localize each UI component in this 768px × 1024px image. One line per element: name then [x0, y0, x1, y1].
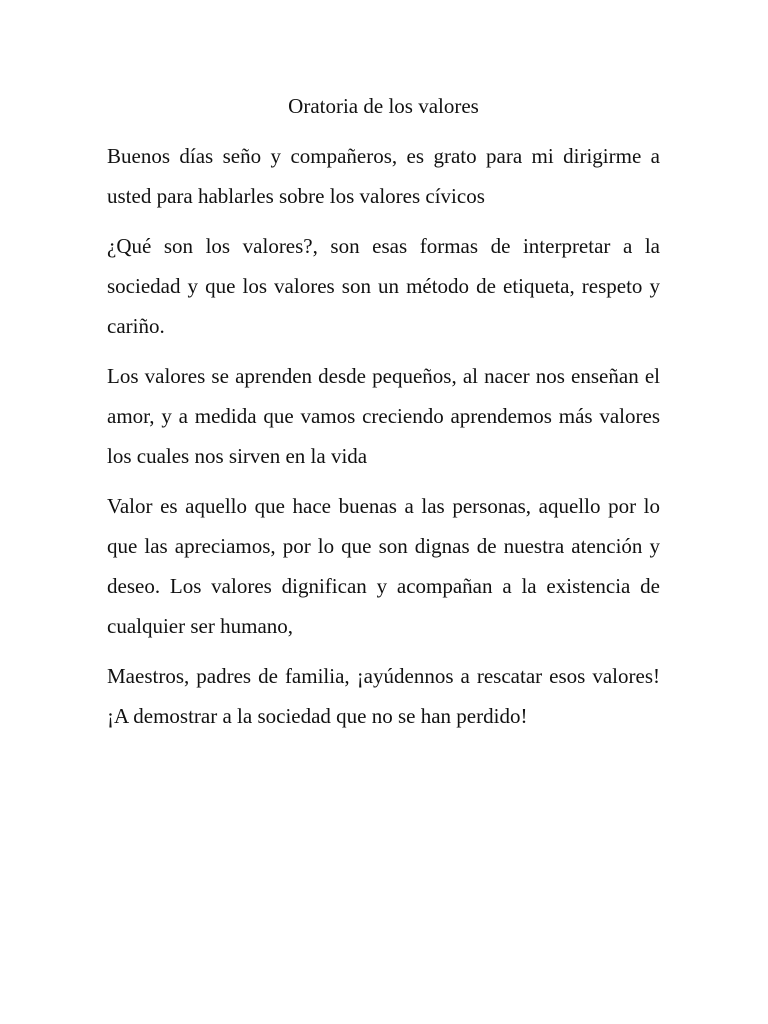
paragraph-closing-appeal: Maestros, padres de familia, ¡ayúdennos a rescatar esos valores! ¡A demostrar a la sociedad que no se han perdido!: [107, 664, 660, 728]
paragraph-learning-values: Los valores se aprenden desde pequeños, al nacer nos enseñan el amor, y a medida que vamos creciendo aprendemos más valores los cuales nos sirven en la vida: [107, 364, 660, 468]
paragraph-value-definition: Valor es aquello que hace buenas a las personas, aquello por lo que las apreciamos, por lo que son dignas de nuestra atención y deseo. Los valores dignifican y acompañan a la existencia de cualquier ser humano,: [107, 494, 660, 638]
paragraph-greeting: Buenos días seño y compañeros, es grato para mi dirigirme a usted para hablarles sobre los valores cívicos: [107, 144, 660, 208]
paragraph-what-are-values: ¿Qué son los valores?, son esas formas de interpretar a la sociedad y que los valores son un método de etiqueta, respeto y cariño.: [107, 234, 660, 338]
document-title: Oratoria de los valores: [288, 94, 479, 118]
document-body: [107, 90, 660, 746]
